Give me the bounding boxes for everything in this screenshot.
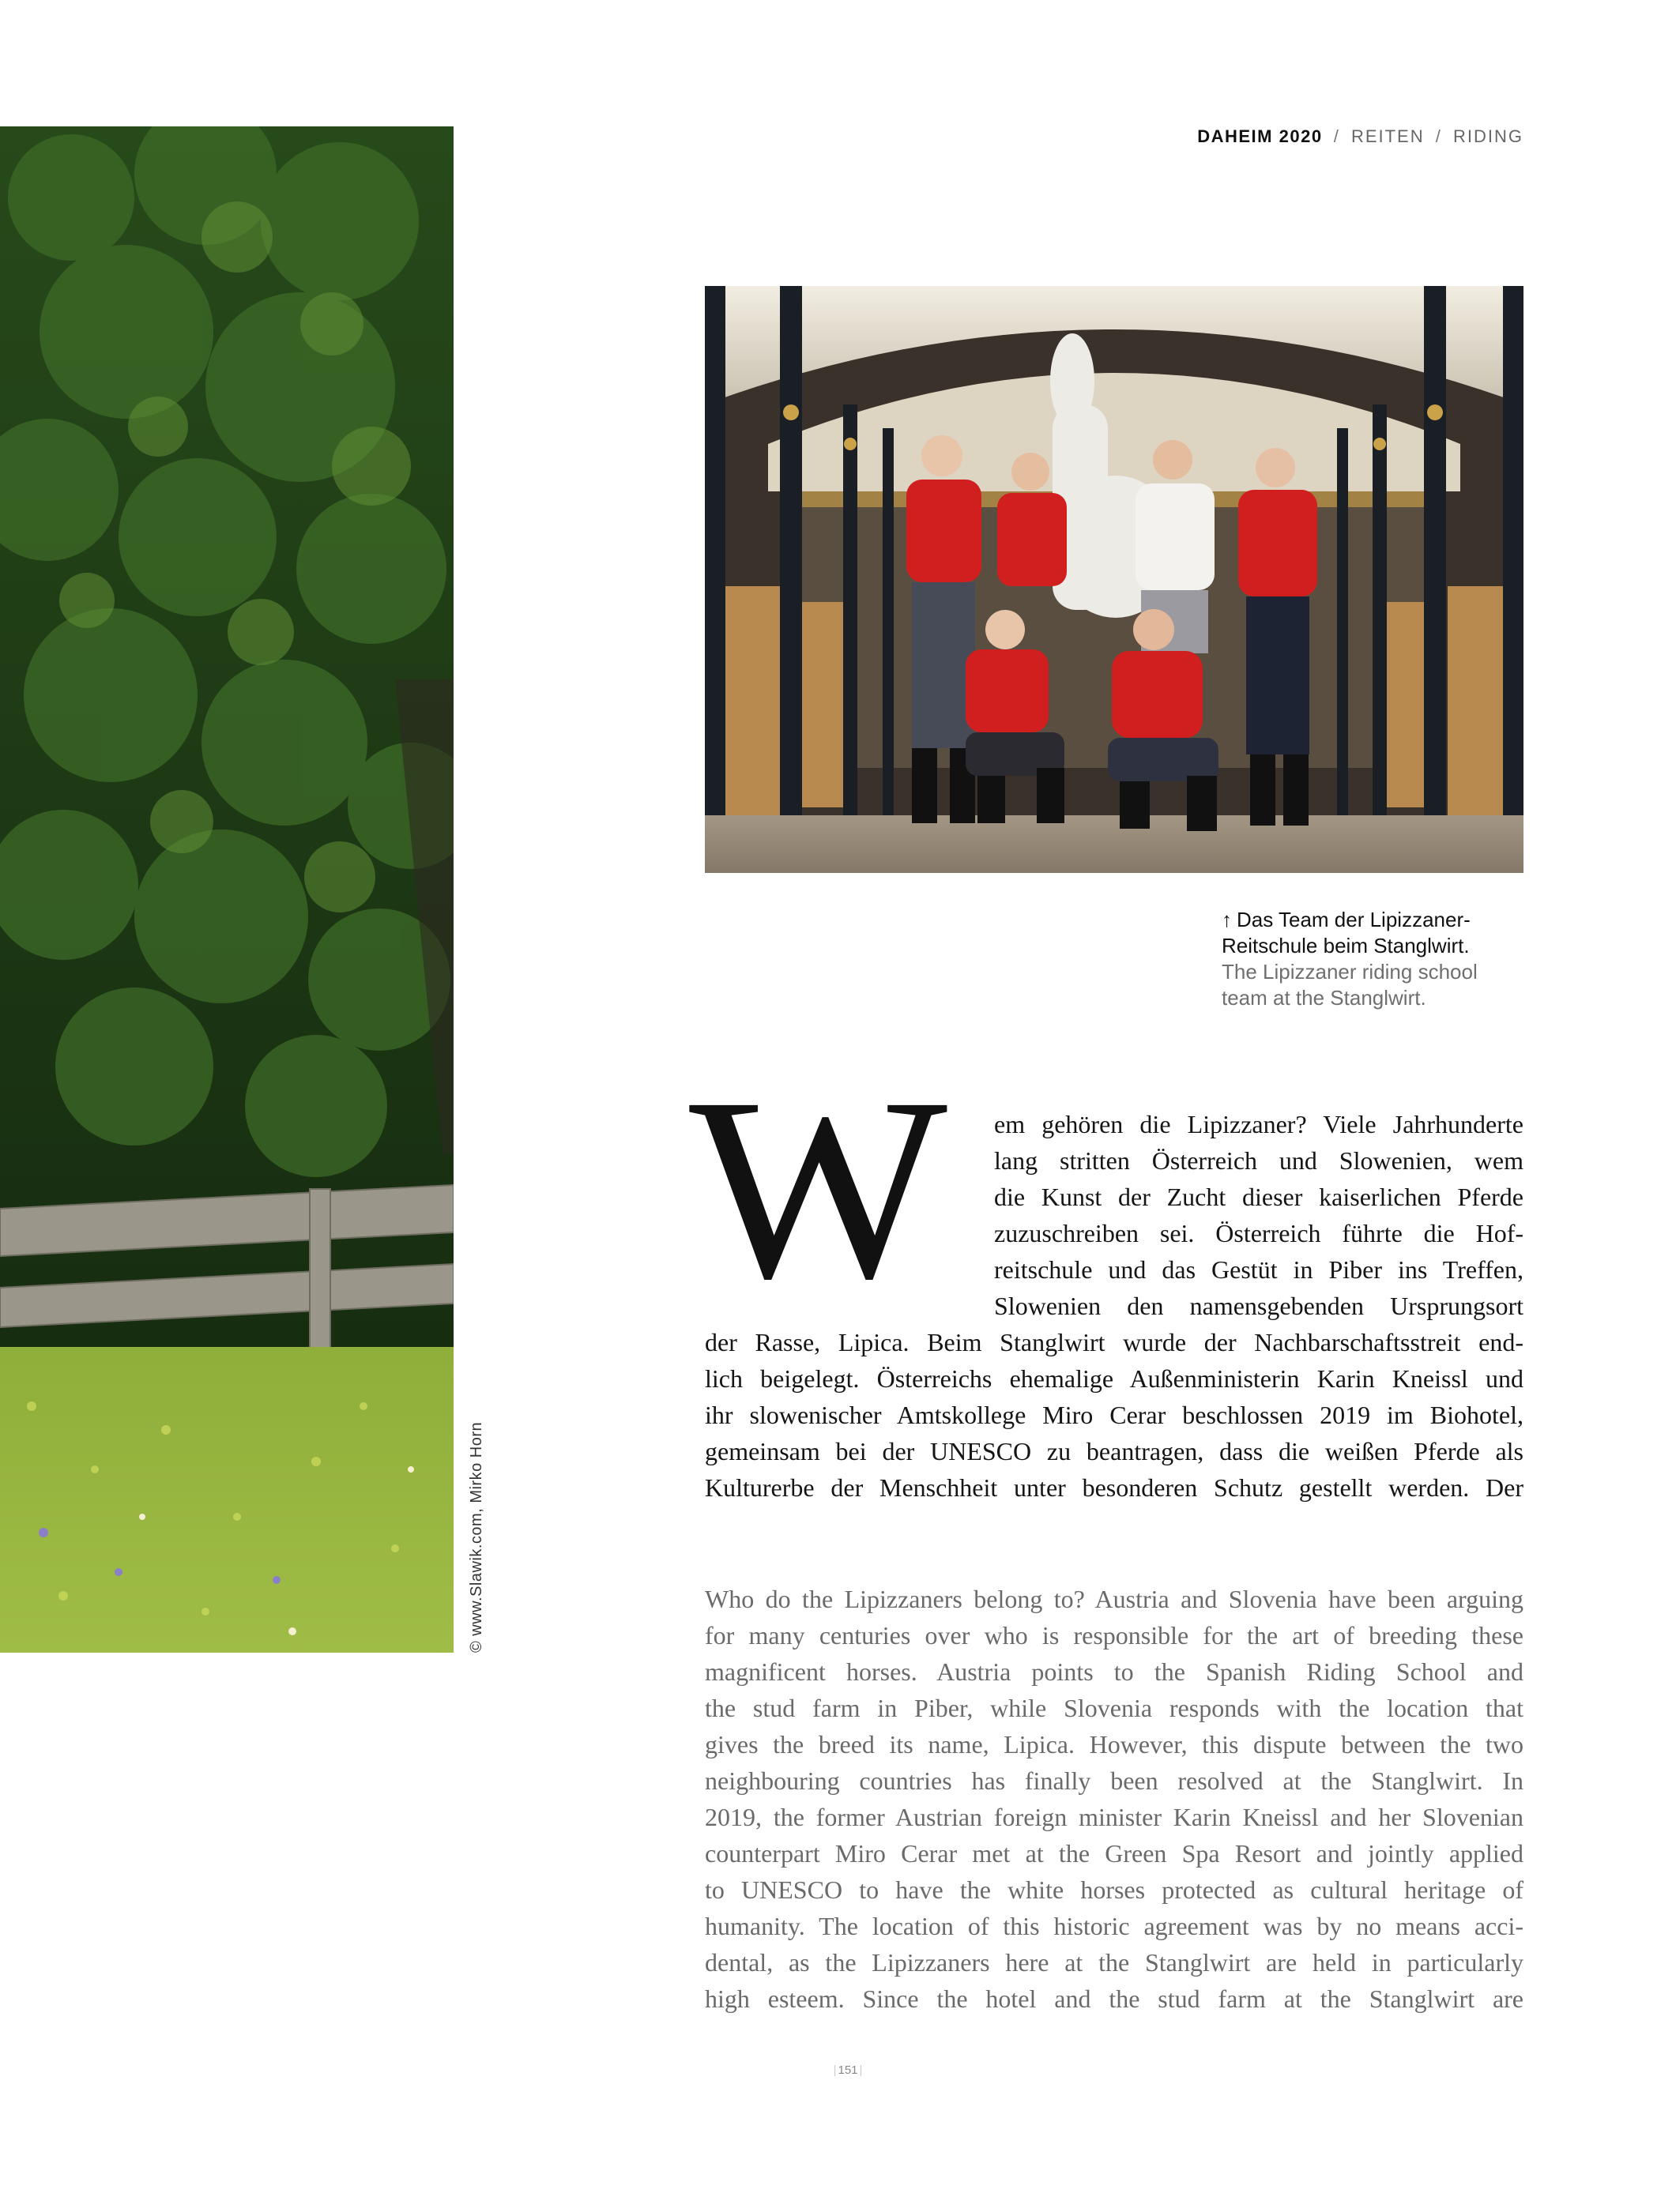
text-line: die Kunst der Zucht dieser kaiserlichen Pferde [994, 1183, 1523, 1211]
section-english: RIDING [1453, 126, 1523, 146]
text-line: humanity. The location of this historic agreement was by no means acci- [705, 1912, 1523, 1940]
text-line: dental, as the Lipizzaners here at the Stanglwirt are held in particularly [705, 1948, 1523, 1977]
magazine-title: DAHEIM 2020 [1197, 126, 1323, 146]
caption-german-line: Reitschule beim Stanglwirt. [1222, 934, 1470, 957]
text-line: gemeinsam bei der UNESCO zu beantragen, dass die weißen Pferde als [705, 1437, 1523, 1465]
caption-english-line: The Lipizzaner riding school [1222, 960, 1478, 984]
team-photo [705, 286, 1523, 873]
meadow-fence-illustration [0, 126, 454, 1653]
text-line: Kulturerbe der Menschheit unter besonderen Schutz gestellt werden. Der [705, 1473, 1523, 1502]
page-number: | 151 | [828, 2063, 868, 2077]
text-line: lang stritten Österreich und Slowenien, wem [994, 1146, 1523, 1175]
section-german: REITEN [1350, 126, 1425, 146]
german-text-indented [994, 1106, 1523, 1324]
text-line: for many centuries over who is responsible for the art of breeding these [705, 1621, 1523, 1650]
running-head: DAHEIM 2020 / REITEN / RIDING [1197, 126, 1523, 146]
text-line: ihr slowenischer Amtskollege Miro Cerar beschlossen 2019 im Biohotel, [705, 1401, 1523, 1429]
drop-cap: W [689, 1044, 948, 1333]
caption-english-line: team at the Stanglwirt. [1222, 986, 1426, 1010]
text-line: high esteem. Since the hotel and the stud farm at the Stanglwirt are [705, 1984, 1523, 2013]
stable-team-illustration [705, 286, 1523, 873]
text-line: der Rasse, Lipica. Beim Stanglwirt wurde der Nachbarschaftsstreit end- [705, 1328, 1523, 1356]
english-text [705, 1581, 1523, 2017]
meadow-fence-photo [0, 126, 454, 1653]
text-line: Slowenien den namensgebenden Ursprungsort [994, 1292, 1523, 1320]
text-line: to UNESCO to have the white horses protected as cultural heritage of [705, 1875, 1523, 1904]
text-line: magnificent horses. Austria points to the Spanish Riding School and [705, 1657, 1523, 1686]
text-line: lich beigelegt. Österreichs ehemalige Außenministerin Karin Kneissl und [705, 1364, 1523, 1393]
text-line: gives the breed its name, Lipica. However, this dispute between the two [705, 1730, 1523, 1759]
german-text [705, 1324, 1523, 1506]
text-line: Who do the Lipizzaners belong to? Austria and Slovenia have been arguing [705, 1585, 1523, 1613]
text-line: em gehören die Lipizzaner? Viele Jahrhunderte [994, 1110, 1523, 1138]
text-line: reitschule und das Gestüt in Piber ins Treffen, [994, 1255, 1523, 1284]
photo-caption [1222, 907, 1530, 1011]
text-line: 2019, the former Austrian foreign minister Karin Kneissl and her Slovenian [705, 1803, 1523, 1831]
text-line: the stud farm in Piber, while Slovenia responds with the location that [705, 1694, 1523, 1722]
photo-credit: © www.Slawik.com, Mirko Horn [468, 1421, 485, 1653]
text-line: zuzuschreiben sei. Österreich führte die Hof- [994, 1219, 1523, 1247]
text-line: neighbouring countries has finally been resolved at the Stanglwirt. In [705, 1766, 1523, 1795]
caption-german: ↑ Das Team der Lipizzaner- [1222, 908, 1471, 931]
up-arrow-icon: ↑ [1222, 908, 1232, 931]
text-line: counterpart Miro Cerar met at the Green Spa Resort and jointly applied [705, 1839, 1523, 1868]
